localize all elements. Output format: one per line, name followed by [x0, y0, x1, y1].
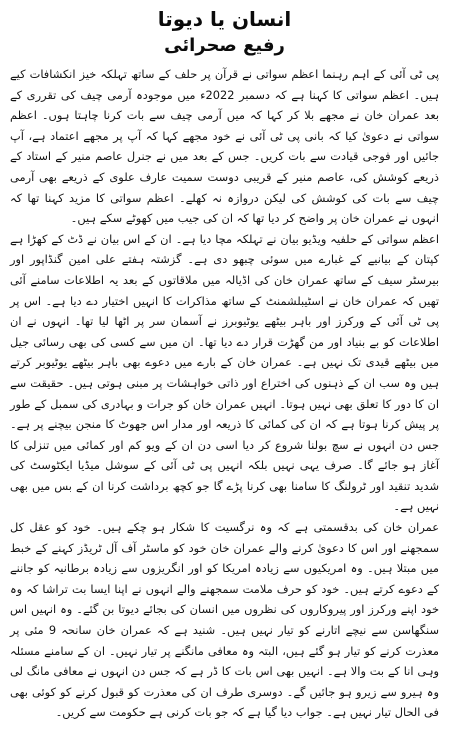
article-paragraph-3: عمران خان کی بدقسمتی ہے کہ وہ نرگسیت کا شکار ہو چکے ہیں۔ خود کو عقل کل سمجھنے اور اس کا دعویٰ کرنے والے عمران خان خود کو ماسٹر آف آل ٹریڈز کہنے کے خبط میں مبتلا ہیں۔ وہ امریکیوں سے زیادہ امریکا کو اور انگریزوں سے زیادہ برطانیہ کو جاننے کے دعوے کرتے ہیں۔ خود کو حرف ملامت سمجھنے والے انہوں نے اپنا ایسا بت تراشا کہ وہ خود اپنے ورکرز اور پیروکاروں کی نظروں میں انسان کی بجائے دیوتا بن گئے۔ وہ انہیں اس سنگھاسن سے نیچے اتارنے کو تیار نہیں ہیں۔ شنید ہے کہ عمران خان سانحہ 9 مئی پر معذرت کرنے کو تیار ہو گئے ہیں، البتہ وہ معافی مانگنے پر تیار نہیں۔ ان کے سامنے مسئلہ وہی انا کے بت والا ہے۔ انہیں بھی اس بات کا ڈر ہے کہ جس دن انہوں نے معافی مانگ لی وہ ہیرو سے زیرو ہو جائیں گے۔ دوسری طرف ان کی معذرت کو قبول کرنے کو کوئی بھی فی الحال تیار نہیں ہے۔ جواب دیا گیا ہے کہ جو بات کرنی ہے حکومت سے کریں۔: [10, 520, 440, 720]
article-author: رفیع صحرائی: [164, 35, 285, 56]
article-body: [10, 64, 439, 723]
article-paragraph-2: اعظم سواتی کے حلفیہ ویڈیو بیان نے تہلکہ مچا دیا ہے۔ ان کے اس بیان نے ڈٹ کے کھڑا ہے کپتان کے بیانیے کے غبارے میں سوئی چبھو دی ہے۔ گزشتہ ہفتے علی امین گنڈاپور اور بیرسٹر سیف کے ساتھ عمران خان کی اڈیالہ میں ملاقاتوں کے بعد یہ اطلاعات سامنے آئی تھیں کہ عمران خان نے اسٹیبلشمنٹ کے ساتھ مذاکرات کا انہیں اختیار دے دیا ہے۔ اس پر پی ٹی آئی کے ورکرز اور باہر بیٹھے یوٹیوبرز نے آسمان سر پر اٹھا لیا تھا۔ انہوں نے ان اطلاعات کو بے بنیاد اور من گھڑت قرار دے دیا تھا۔ ان میں سے کسی کی بھی رسائی جیل میں بیٹھے قیدی تک نہیں ہے۔ عمران خان کے بارے میں دعوے بھی باہر بیٹھے یوٹیوبر کرتے ہیں وہ سب ان کے ذہنوں کی اختراع اور ذاتی خواہشات پر مبنی ہوتی ہیں۔ حقیقت سے ان کا دور کا تعلق بھی نہیں ہوتا۔ انہیں عمران خان کو جرات و بہادری کی سمبل کے طور پر پیش کرنا ہوتا ہے کہ ان کی کمائی کا ذریعہ اور مدار اس جھوٹ کا منجن بیچنے پر ہے۔ جس دن انہوں نے سچ بولنا شروع کر دیا اسی دن ان کے ویو کم اور کمائی میں تنزلی کا آغاز ہو جائے گا۔ صرف یہی نہیں بلکہ انہیں پی ٹی آئی کے سوشل میڈیا ایکٹوسٹ کی شدید تنقید اور ٹرولنگ کا سامنا بھی کرنا پڑے گا جو کچھ برداشت کرنا ان کے بس میں بھی نہیں ہے۔: [10, 231, 439, 514]
article-title: انسان یا دیوتا: [157, 7, 292, 31]
article-paragraph-1: پی ٹی آئی کے اہم رہنما اعظم سواتی نے قرآن پر حلف کے ساتھ تہلکہ خیز انکشافات کیے ہیں۔ اعظم سواتی کا کہنا ہے کہ دسمبر 2022ء میں موجودہ آرمی چیف کی تقرری کے بعد عمران خان نے مجھے بلا کر کہا کہ میں آرمی چیف سے بات کرنا چاہتا ہوں۔ اعظم سواتی نے دعویٰ کیا کہ بانی پی ٹی آئی نے خود مجھے کہا کہ آپ پر مجھے اعتماد ہے، آپ جائیں اور فوجی قیادت سے بات کریں۔ جس کے بعد میں نے جنرل عاصم منیر کے استاد کے ذریعے کوشش کی، عاصم منیر کے قریبی دوست سمیت عارف علوی کے ذریعے بھی آرمی چیف سے بات کی کوشش کی لیکن دروازہ نہ کھلے۔ اعظم سواتی کا مزید کہنا تھا کہ انہوں نے عمران خان پر واضح کر دیا تھا کہ ان کی جیب میں کھوٹے سکے ہیں۔: [10, 67, 440, 226]
